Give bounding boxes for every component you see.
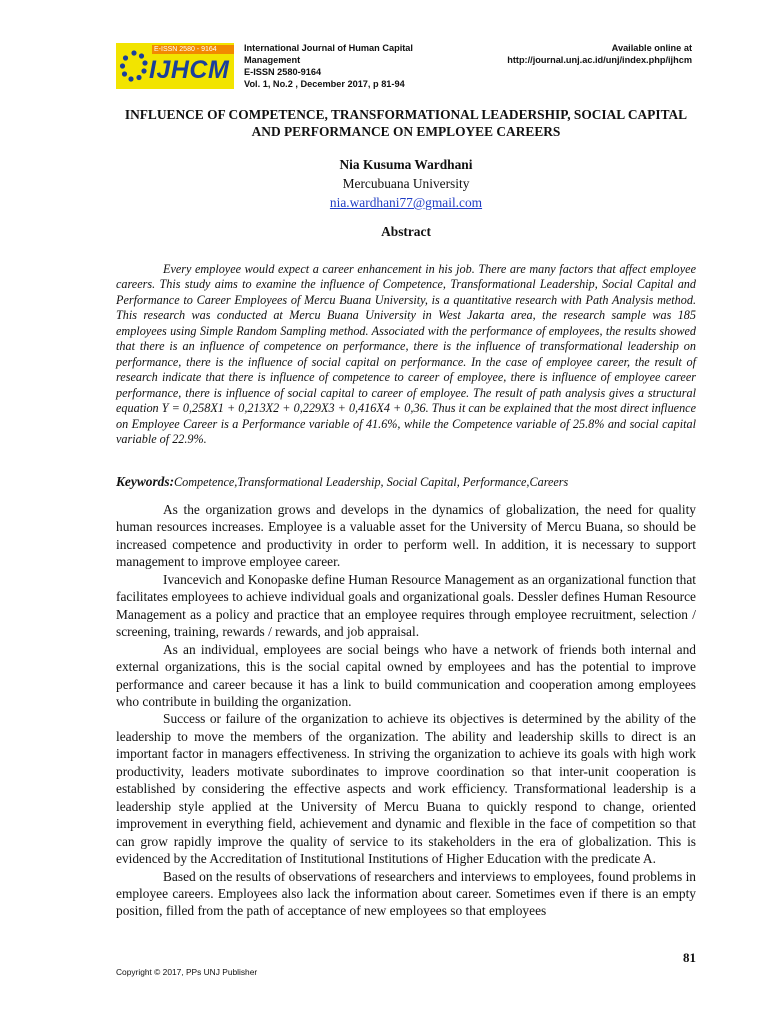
author-affiliation: Mercubuana University <box>342 176 470 191</box>
page-number: 81 <box>683 950 696 965</box>
body-paragraph: As the organization grows and develops in the dynamics of globalization, the need for quality human resources increases. Employee is a valuable asset for the University of Mercu Buana, so should be increased competence and productivity in order to perform well. In addition, it is necessary to support management to improve employee career. <box>116 502 696 570</box>
body-text <box>116 501 696 920</box>
keywords-label: Keywords: <box>116 474 175 489</box>
available-online-label: Available online at <box>611 43 692 53</box>
body-paragraph: Based on the results of observations of researchers and interviews to employees, found problems in employee careers. Employees also lack the information about career. Sometimes even if there is an empty position, filled from the path of acceptance of new employees so that employees <box>116 868 696 919</box>
journal-url[interactable]: http://journal.unj.ac.id/unj/index.php/ijhcm <box>507 55 692 65</box>
online-info <box>462 42 692 66</box>
body-paragraph: As an individual, employees are social beings who have a network of friends both internal and external organizations, this is the social capital owned by employees and has the potential to improve performance and career because it has a link to build communication and cooperation among employees who contribute in building the organization. <box>116 641 696 709</box>
copyright-notice: Copyright © 2017, PPs UNJ Publisher <box>116 967 258 977</box>
keywords-text: Competence,Transformational Leadership, Social Capital, Performance,Careers <box>174 475 569 489</box>
body-paragraph: Ivancevich and Konopaske define Human Resource Management as an organizational function that facilitates employees to achieve individual goals and organizational goals. Dessler defines Human Resource Management as a policy and practice that an employee requires through employee recruitment, selection / screening, training, rewards / rewards, and job appraisal. <box>116 571 696 640</box>
logo-issn-badge: E-ISSN 2580 - 9164 <box>152 45 234 54</box>
journal-name-line-2: Management <box>244 55 301 65</box>
journal-volume: Vol. 1, No.2 , December 2017, p 81-94 <box>244 79 405 89</box>
author-email-link[interactable]: nia.wardhani77@gmail.com <box>329 195 483 210</box>
journal-info <box>244 42 454 90</box>
logo-ring-icon <box>119 49 149 83</box>
author-name: Nia Kusuma Wardhani <box>339 157 473 172</box>
journal-name-line-1: International Journal of Human Capital <box>244 43 413 53</box>
keywords <box>116 474 696 490</box>
journal-logo <box>116 43 234 89</box>
journal-header <box>116 42 696 94</box>
abstract-heading: Abstract <box>381 224 431 239</box>
logo-wordmark: IJHCM <box>149 56 230 84</box>
body-paragraph: Success or failure of the organization to achieve its objectives is determined by the ability of the leadership to move the members of the organization. The ability and leadership skills to direct is an important factor in managers effectiveness. In striving the organization to achieve its goals with high work productivity, leaders motivate subordinates to improve coordination so that inter-unit cooperation is established by considering the effective aspects and work efficiency. Transformational leadership is a leadership style applied at the University of Mercu Buana to quickly respond to change, oriented improvement in everything field, achievement and dynamic and flexible in the face of competition so that can grow rapidly improve the quality of service to its stakeholders in the era of globalization. This is evidenced by the Accreditation of Institutional Institutions of Higher Education with the predicate A. <box>116 711 696 867</box>
author-block <box>116 155 696 212</box>
journal-issn: E-ISSN 2580-9164 <box>244 67 322 77</box>
paper-title: INFLUENCE OF COMPETENCE, TRANSFORMATIONAL LEADERSHIP, SOCIAL CAPITAL AND PERFORMANCE ON EMPLOYEE CAREERS <box>124 107 688 139</box>
abstract-text: Every employee would expect a career enhancement in his job. There are many factors that affect employee careers. This study aims to examine the influence of Competence, Transformational Leadership, Social Capital and Performance to Career Employees of Mercu Buana University, is a quantitative research with Path Analysis method. This research was conducted at Mercu Buana University in West Jakarta area, the research sample was 185 employees using Simple Random Sampling method. Associated with the performance of employees, the results showed that there is an influence of competence on performance, there is the influence of transformational leadership on performance, there is the influence of social capital on performance. In the case of employee career, the result of research indicate that there is influence of competence to career of employee, there is influence of employee career performance, there is influence of social capital to career of employee. The result of path analysis gives a structural equation Y = 0,258X1 + 0,213X2 + 0,229X3 + 0,416X4 + 0,36. Thus it can be explained that the most direct influence on Employee Career is a Performance variable of 41.6%, while the Competence variable of 25.8% and social capital variable of 22.9%. <box>116 262 696 446</box>
